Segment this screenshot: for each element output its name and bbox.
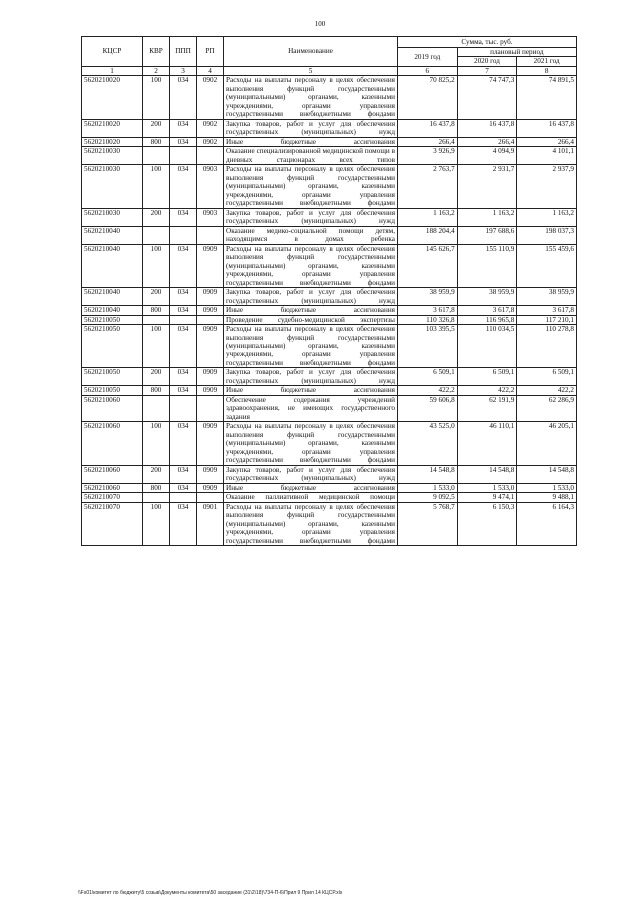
cell-kcsr: 5620210050 bbox=[82, 386, 143, 395]
cell-2020: 38 959,9 bbox=[457, 288, 517, 306]
cell-2019: 5 768,7 bbox=[398, 502, 458, 545]
budget-table bbox=[81, 36, 577, 546]
table-row bbox=[82, 76, 577, 119]
cell-kvr: 800 bbox=[143, 483, 170, 492]
table-row bbox=[82, 137, 577, 146]
table-row bbox=[82, 325, 577, 368]
cell-kcsr: 5620210070 bbox=[82, 493, 143, 502]
cell-kcsr: 5620210040 bbox=[82, 288, 143, 306]
cell-kvr bbox=[143, 395, 170, 421]
cell-2019: 59 606,8 bbox=[398, 395, 458, 421]
header-2020: 2020 год bbox=[457, 57, 517, 66]
cell-2019: 2 763,7 bbox=[398, 165, 458, 208]
table-row bbox=[82, 288, 577, 306]
cell-ppp: 034 bbox=[170, 244, 197, 287]
cell-2020: 6 509,1 bbox=[457, 368, 517, 386]
header-kcsr: КЦСР bbox=[82, 37, 143, 67]
cell-kvr: 100 bbox=[143, 325, 170, 368]
cell-rp: 0909 bbox=[197, 306, 224, 315]
cell-2020: 197 688,6 bbox=[457, 226, 517, 244]
cell-rp bbox=[197, 315, 224, 324]
cell-2019: 3 926,9 bbox=[398, 147, 458, 165]
cell-kvr: 200 bbox=[143, 465, 170, 483]
cell-2019: 38 959,9 bbox=[398, 288, 458, 306]
cell-2020: 16 437,8 bbox=[457, 119, 517, 137]
cell-kcsr: 5620210060 bbox=[82, 465, 143, 483]
cell-rp: 0909 bbox=[197, 368, 224, 386]
cell-kvr: 100 bbox=[143, 422, 170, 465]
cell-name: Оказание медико-социальной помощи детям, находящимся в домах ребенка bbox=[224, 226, 398, 244]
cell-name: Расходы на выплаты персоналу в целях обеспечения выполнения функций государственными (муниципальными) органами, казенными учреждениями, органами управления государственными внебюджетными фондами bbox=[224, 244, 398, 287]
cell-rp: 0909 bbox=[197, 465, 224, 483]
cell-ppp: 034 bbox=[170, 137, 197, 146]
cell-name: Обеспечение содержания учреждений здравоохранения, не имеющих государственного задания bbox=[224, 395, 398, 421]
table-row bbox=[82, 147, 577, 165]
cell-rp: 0902 bbox=[197, 119, 224, 137]
page-number: 100 bbox=[314, 20, 326, 28]
cell-ppp bbox=[170, 395, 197, 421]
cell-2020: 74 747,3 bbox=[457, 76, 517, 119]
cell-2020: 3 617,8 bbox=[457, 306, 517, 315]
header-kvr: КВР bbox=[143, 37, 170, 67]
cell-kvr: 100 bbox=[143, 244, 170, 287]
cell-kcsr: 5620210020 bbox=[82, 76, 143, 119]
cell-2021: 198 037,3 bbox=[517, 226, 577, 244]
cell-rp: 0902 bbox=[197, 76, 224, 119]
cell-rp: 0903 bbox=[197, 165, 224, 208]
cell-rp bbox=[197, 395, 224, 421]
cell-kvr bbox=[143, 315, 170, 324]
cell-rp bbox=[197, 493, 224, 502]
table-row bbox=[82, 119, 577, 137]
cell-rp: 0902 bbox=[197, 137, 224, 146]
cell-2020: 422,2 bbox=[457, 386, 517, 395]
header-name: Наименование bbox=[224, 37, 398, 67]
cell-2020: 1 163,2 bbox=[457, 208, 517, 226]
cell-rp: 0909 bbox=[197, 244, 224, 287]
cell-2019: 110 326,8 bbox=[398, 315, 458, 324]
cell-ppp: 034 bbox=[170, 119, 197, 137]
cell-2020: 266,4 bbox=[457, 137, 517, 146]
cell-kcsr: 5620210060 bbox=[82, 395, 143, 421]
cell-2019: 422,2 bbox=[398, 386, 458, 395]
cell-kvr: 200 bbox=[143, 368, 170, 386]
cell-kvr: 800 bbox=[143, 137, 170, 146]
cell-2019: 43 525,0 bbox=[398, 422, 458, 465]
cell-kcsr: 5620210020 bbox=[82, 119, 143, 137]
column-index: 6 bbox=[398, 66, 458, 75]
cell-kcsr: 5620210060 bbox=[82, 422, 143, 465]
cell-ppp: 034 bbox=[170, 165, 197, 208]
cell-name: Расходы на выплаты персоналу в целях обеспечения выполнения функций государственными (муниципальными) органами, казенными учреждениями, органами управления государственными внебюджетными фондами bbox=[224, 422, 398, 465]
cell-2020: 62 191,9 bbox=[457, 395, 517, 421]
cell-kcsr: 5620210040 bbox=[82, 306, 143, 315]
cell-kcsr: 5620210060 bbox=[82, 483, 143, 492]
cell-2021: 155 459,6 bbox=[517, 244, 577, 287]
cell-2021: 62 286,9 bbox=[517, 395, 577, 421]
table-row bbox=[82, 465, 577, 483]
cell-kcsr: 5620210050 bbox=[82, 325, 143, 368]
cell-rp: 0901 bbox=[197, 502, 224, 545]
table-row bbox=[82, 386, 577, 395]
cell-kvr: 100 bbox=[143, 165, 170, 208]
header-plan-period: плановый период bbox=[457, 48, 576, 57]
cell-2019: 3 617,8 bbox=[398, 306, 458, 315]
cell-rp: 0909 bbox=[197, 483, 224, 492]
cell-2021: 16 437,8 bbox=[517, 119, 577, 137]
cell-kvr: 100 bbox=[143, 502, 170, 545]
cell-ppp: 034 bbox=[170, 422, 197, 465]
cell-2020: 46 110,1 bbox=[457, 422, 517, 465]
cell-2019: 9 092,5 bbox=[398, 493, 458, 502]
cell-kcsr: 5620210020 bbox=[82, 137, 143, 146]
cell-2021: 9 488,1 bbox=[517, 493, 577, 502]
cell-2019: 6 509,1 bbox=[398, 368, 458, 386]
table-row bbox=[82, 165, 577, 208]
cell-kvr: 200 bbox=[143, 208, 170, 226]
cell-ppp: 034 bbox=[170, 483, 197, 492]
cell-ppp: 034 bbox=[170, 465, 197, 483]
cell-ppp: 034 bbox=[170, 76, 197, 119]
cell-name: Иные бюджетные ассигнования bbox=[224, 483, 398, 492]
cell-kcsr: 5620210050 bbox=[82, 315, 143, 324]
cell-2019: 1 163,2 bbox=[398, 208, 458, 226]
table-row bbox=[82, 306, 577, 315]
cell-name: Закупка товаров, работ и услуг для обеспечения государственных (муниципальных) нужд bbox=[224, 368, 398, 386]
cell-2019: 70 825,2 bbox=[398, 76, 458, 119]
cell-kcsr: 5620210030 bbox=[82, 208, 143, 226]
cell-name: Иные бюджетные ассигнования bbox=[224, 306, 398, 315]
cell-2021: 38 959,9 bbox=[517, 288, 577, 306]
cell-2021: 1 533,0 bbox=[517, 483, 577, 492]
table-row bbox=[82, 395, 577, 421]
cell-2021: 422,2 bbox=[517, 386, 577, 395]
cell-name: Закупка товаров, работ и услуг для обеспечения государственных (муниципальных) нужд bbox=[224, 465, 398, 483]
table-row bbox=[82, 493, 577, 502]
column-index: 8 bbox=[517, 66, 577, 75]
cell-2021: 74 891,5 bbox=[517, 76, 577, 119]
cell-2021: 2 937,9 bbox=[517, 165, 577, 208]
cell-2020: 14 548,8 bbox=[457, 465, 517, 483]
cell-ppp bbox=[170, 226, 197, 244]
cell-2020: 1 533,0 bbox=[457, 483, 517, 492]
header-sum: Сумма, тыс. руб. bbox=[398, 37, 577, 48]
cell-2021: 4 101,1 bbox=[517, 147, 577, 165]
cell-2019: 266,4 bbox=[398, 137, 458, 146]
cell-name: Оказание паллиативной медицинской помощи bbox=[224, 493, 398, 502]
cell-ppp bbox=[170, 147, 197, 165]
cell-2019: 16 437,8 bbox=[398, 119, 458, 137]
header-2019: 2019 год bbox=[398, 48, 458, 67]
cell-2019: 14 548,8 bbox=[398, 465, 458, 483]
file-path-footer: \\Fs01\комитет по бюджету\5 созыв\Документы комитета\50 заседание (31\2\18)\734-П-6\Прил 9 Прил 14 КЦСР.xls bbox=[78, 890, 343, 896]
cell-2021: 266,4 bbox=[517, 137, 577, 146]
cell-ppp bbox=[170, 315, 197, 324]
cell-2020: 116 965,8 bbox=[457, 315, 517, 324]
cell-rp: 0909 bbox=[197, 325, 224, 368]
cell-kcsr: 5620210030 bbox=[82, 165, 143, 208]
cell-2021: 3 617,8 bbox=[517, 306, 577, 315]
cell-name: Закупка товаров, работ и услуг для обеспечения государственных (муниципальных) нужд bbox=[224, 119, 398, 137]
cell-2021: 110 278,8 bbox=[517, 325, 577, 368]
column-index-row bbox=[82, 66, 577, 75]
cell-2019: 103 395,5 bbox=[398, 325, 458, 368]
cell-2021: 1 163,2 bbox=[517, 208, 577, 226]
cell-ppp: 034 bbox=[170, 325, 197, 368]
cell-ppp: 034 bbox=[170, 306, 197, 315]
cell-kvr bbox=[143, 147, 170, 165]
cell-rp: 0903 bbox=[197, 208, 224, 226]
cell-kvr: 200 bbox=[143, 119, 170, 137]
cell-kvr bbox=[143, 493, 170, 502]
header-rp: РП bbox=[197, 37, 224, 67]
table-row bbox=[82, 368, 577, 386]
cell-kcsr: 5620210040 bbox=[82, 226, 143, 244]
cell-2021: 46 205,1 bbox=[517, 422, 577, 465]
cell-2020: 6 150,3 bbox=[457, 502, 517, 545]
column-index: 3 bbox=[170, 66, 197, 75]
cell-name: Расходы на выплаты персоналу в целях обеспечения выполнения функций государственными (муниципальными) органами, казенными учреждениями, органами управления государственными внебюджетными фондами bbox=[224, 76, 398, 119]
cell-2020: 4 094,9 bbox=[457, 147, 517, 165]
cell-name: Закупка товаров, работ и услуг для обеспечения государственных (муниципальных) нужд bbox=[224, 288, 398, 306]
cell-ppp: 034 bbox=[170, 386, 197, 395]
cell-ppp: 034 bbox=[170, 208, 197, 226]
cell-2021: 14 548,8 bbox=[517, 465, 577, 483]
table-row bbox=[82, 483, 577, 492]
column-index: 5 bbox=[224, 66, 398, 75]
table-row bbox=[82, 315, 577, 324]
cell-2020: 155 110,9 bbox=[457, 244, 517, 287]
cell-ppp bbox=[170, 493, 197, 502]
cell-rp bbox=[197, 147, 224, 165]
cell-2020: 2 931,7 bbox=[457, 165, 517, 208]
cell-rp bbox=[197, 226, 224, 244]
cell-kvr: 200 bbox=[143, 288, 170, 306]
cell-name: Проведение судебно-медицинской экспертизы bbox=[224, 315, 398, 324]
cell-2020: 110 034,5 bbox=[457, 325, 517, 368]
column-index: 2 bbox=[143, 66, 170, 75]
cell-name: Расходы на выплаты персоналу в целях обеспечения выполнения функций государственными (муниципальными) органами, казенными учреждениями, органами управления государственными внебюджетными фондами bbox=[224, 165, 398, 208]
column-index: 7 bbox=[457, 66, 517, 75]
cell-rp: 0909 bbox=[197, 386, 224, 395]
column-index: 1 bbox=[82, 66, 143, 75]
cell-2019: 1 533,0 bbox=[398, 483, 458, 492]
table-row bbox=[82, 208, 577, 226]
table-row bbox=[82, 422, 577, 465]
cell-kcsr: 5620210050 bbox=[82, 368, 143, 386]
cell-2021: 117 210,1 bbox=[517, 315, 577, 324]
cell-rp: 0909 bbox=[197, 288, 224, 306]
table-row bbox=[82, 502, 577, 545]
cell-2019: 188 204,4 bbox=[398, 226, 458, 244]
cell-kvr: 800 bbox=[143, 386, 170, 395]
cell-ppp: 034 bbox=[170, 288, 197, 306]
cell-kcsr: 5620210030 bbox=[82, 147, 143, 165]
cell-2019: 145 626,7 bbox=[398, 244, 458, 287]
cell-rp: 0909 bbox=[197, 422, 224, 465]
cell-kvr: 100 bbox=[143, 76, 170, 119]
cell-name: Закупка товаров, работ и услуг для обеспечения государственных (муниципальных) нужд bbox=[224, 208, 398, 226]
cell-name: Иные бюджетные ассигнования bbox=[224, 137, 398, 146]
cell-2020: 9 474,1 bbox=[457, 493, 517, 502]
cell-name: Расходы на выплаты персоналу в целях обеспечения выполнения функций государственными (муниципальными) органами, казенными учреждениями, органами управления государственными внебюджетными фондами bbox=[224, 502, 398, 545]
cell-name: Иные бюджетные ассигнования bbox=[224, 386, 398, 395]
table-row bbox=[82, 244, 577, 287]
cell-name: Оказание специализированной медицинской помощи в дневных стационарах всех типов bbox=[224, 147, 398, 165]
cell-ppp: 034 bbox=[170, 502, 197, 545]
cell-kvr: 800 bbox=[143, 306, 170, 315]
cell-kcsr: 5620210070 bbox=[82, 502, 143, 545]
header-ppp: ППП bbox=[170, 37, 197, 67]
header-2021: 2021 год bbox=[517, 57, 577, 66]
cell-kcsr: 5620210040 bbox=[82, 244, 143, 287]
cell-2021: 6 164,3 bbox=[517, 502, 577, 545]
column-index: 4 bbox=[197, 66, 224, 75]
cell-name: Расходы на выплаты персоналу в целях обеспечения выполнения функций государственными (муниципальными) органами, казенными учреждениями, органами управления государственными внебюджетными фондами bbox=[224, 325, 398, 368]
cell-ppp: 034 bbox=[170, 368, 197, 386]
cell-2021: 6 509,1 bbox=[517, 368, 577, 386]
table-row bbox=[82, 226, 577, 244]
cell-kvr bbox=[143, 226, 170, 244]
